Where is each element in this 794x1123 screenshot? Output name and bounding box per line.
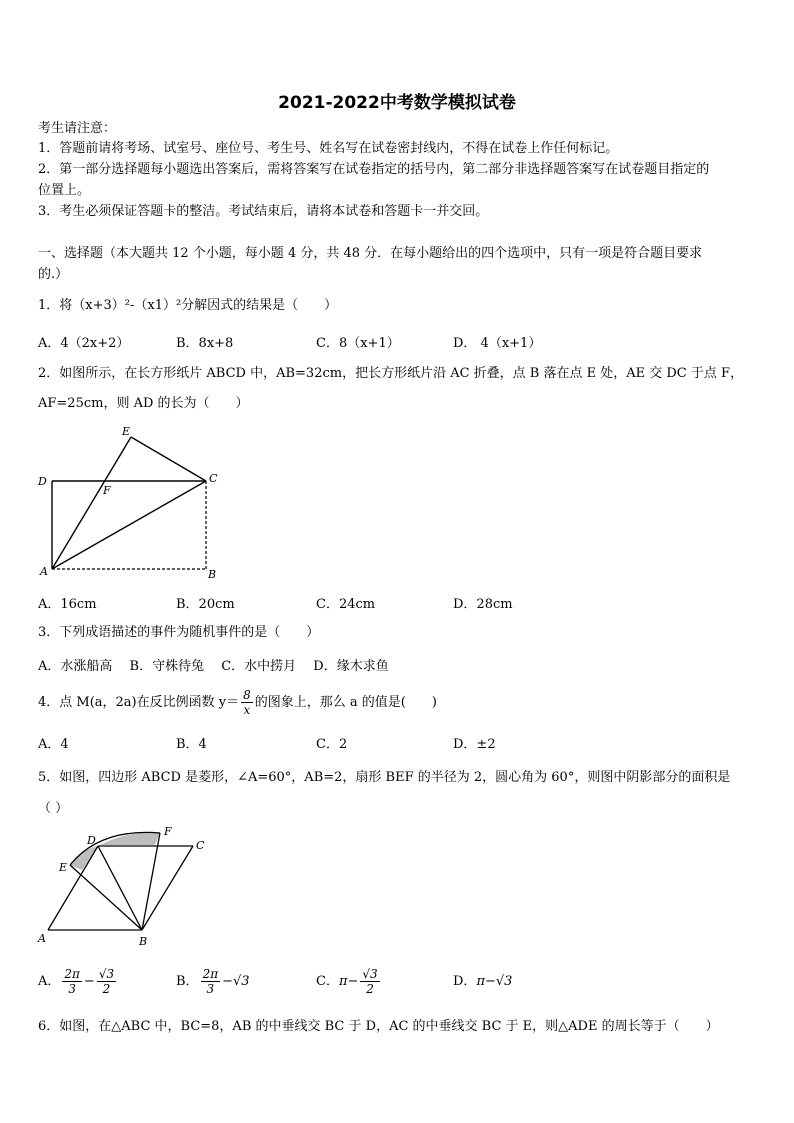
- q5-a-frac-1: [62, 967, 82, 996]
- q5-c-minus: −: [347, 974, 359, 989]
- q5-a-frac-1-num: 2π: [64, 967, 80, 981]
- q5-b-frac-den: 3: [206, 982, 215, 996]
- q5-edge-bd: [98, 846, 142, 930]
- q5-a-frac-2: [97, 967, 116, 996]
- q6-stem: 6．如图，在△ABC 中，BC=8，AB 的中垂线交 BC 于 D，AC 的中垂线交 BC 于 E，则△ADE 的周长等于（ ）: [38, 1019, 719, 1034]
- q2-option-c: C．24cm: [316, 597, 376, 612]
- q2-label-e: E: [122, 425, 131, 438]
- q5-edge-be: [70, 865, 142, 930]
- q5-b-sqrt3: √3: [233, 974, 250, 989]
- q5-a-frac-2-num: √3: [98, 967, 115, 981]
- q4-fraction-num: 8: [243, 688, 251, 702]
- q5-c-frac: [360, 967, 379, 996]
- q5-option-d-prefix: D．: [453, 974, 477, 989]
- q5-d-sqrt3: √3: [495, 974, 513, 989]
- q2-stem-line-2: AF=25cm，则 AD 的长为（ ）: [38, 396, 249, 411]
- q5-label-a: A: [38, 932, 46, 945]
- q4-option-d: D．±2: [453, 737, 496, 752]
- section-heading-line-1: 一、选择题（本大题共 12 个小题，每小题 4 分，共 48 分．在每小题给出的四个选项中，只有一项是符合题目要求: [38, 246, 703, 261]
- q2-option-a: A．16cm: [38, 597, 97, 612]
- q4-stem-post: 的图象上，那么 a 的值是( ): [254, 695, 437, 710]
- q5-label-d: D: [87, 834, 96, 847]
- q4-option-b: B．4: [176, 737, 207, 752]
- q5-label-b: B: [139, 935, 148, 948]
- q3-stem: 3．下列成语描述的事件为随机事件的是（ ）: [38, 625, 320, 640]
- q5-shade-left: [70, 846, 98, 870]
- q3-options: A．水涨船高 B．守株待兔 C．水中捞月 D．缘木求鱼: [38, 659, 389, 674]
- q4-stem-pre: 4．点 M(a，2a)在反比例函数 y＝: [38, 695, 240, 710]
- q2-label-a: A: [40, 565, 48, 578]
- q5-d-pi: π: [476, 974, 485, 989]
- section-heading-line-2: 的.）: [38, 267, 69, 282]
- q2-label-f: F: [103, 484, 111, 497]
- q5-label-f: F: [164, 825, 172, 838]
- q1-option-c: C．8（x+1）: [316, 336, 400, 351]
- q1-option-d: D． 4（x+1）: [453, 336, 542, 351]
- q5-label-c: C: [196, 839, 205, 852]
- q5-b-minus: −: [222, 974, 233, 989]
- q1-option-a: A．4（2x+2）: [38, 336, 130, 351]
- q5-a-minus: −: [83, 974, 95, 989]
- notice-heading: 考生请注意：: [38, 121, 117, 136]
- notice-line-2: 2．第一部分选择题每小题选出答案后，需将答案写在试卷指定的括号内，第二部分非选择题答案写在试卷题目指定的: [38, 162, 710, 177]
- q4-option-a: A．4: [38, 737, 69, 752]
- q2-stem-line-1: 2．如图所示，在长方形纸片 ABCD 中，AB=32cm，把长方形纸片沿 AC 折叠，点 B 落在点 E 处，AE 交 DC 于点 F，: [38, 366, 744, 381]
- q2-label-d: D: [38, 475, 47, 488]
- q5-option-c-prefix: C．: [316, 974, 339, 989]
- q2-option-b: B．20cm: [176, 597, 235, 612]
- q5-stem-line-2: （ ）: [38, 801, 69, 816]
- notice-line-3: 位置上。: [38, 183, 91, 198]
- q1-stem: 1．将（x+3）²-（x1）²分解因式的结果是（ ）: [38, 298, 338, 313]
- q4-option-c: C．2: [316, 737, 348, 752]
- q5-d-minus: −: [484, 974, 496, 989]
- q5-option-b-prefix: B．: [176, 974, 199, 989]
- q2-option-d: D．28cm: [453, 597, 513, 612]
- q5-label-e: E: [59, 861, 68, 874]
- q5-c-pi: π: [338, 974, 348, 989]
- q5-c-frac-num: √3: [362, 967, 378, 981]
- q5-option-a-prefix: A．: [38, 974, 61, 989]
- q5-b-frac-num: 2π: [202, 967, 219, 981]
- notice-line-4: 3．考生必须保证答题卡的整洁。考试结束后，请将本试卷和答题卡一并交回。: [38, 204, 489, 219]
- q2-label-c: C: [209, 472, 218, 485]
- q5-option-c: [316, 962, 382, 1002]
- notice-line-1: 1．答题前请将考场、试室号、座位号、考生号、姓名写在试卷密封线内，不得在试卷上作任何标记。: [38, 141, 619, 156]
- q5-a-frac-2-den: 2: [102, 982, 111, 996]
- q2-label-b: B: [208, 568, 217, 581]
- q5-edge-ad: [48, 846, 98, 930]
- q5-option-b: [176, 962, 250, 1002]
- q5-stem-line-1: 5．如图，四边形 ABCD 是菱形，∠A=60°，AB=2，扇形 BEF 的半径为 2，圆心角为 60°，则图中阴影部分的面积是: [38, 770, 731, 785]
- q5-option-d: [453, 962, 512, 1002]
- q5-option-a: [38, 962, 118, 1002]
- q5-b-frac: [201, 967, 221, 996]
- q4-fraction-den: x: [243, 703, 251, 717]
- page-title: 2021-2022中考数学模拟试卷: [278, 93, 516, 113]
- q5-shade-top: [100, 833, 160, 846]
- q5-c-frac-den: 2: [366, 982, 374, 996]
- q5-a-frac-1-den: 3: [68, 982, 76, 996]
- q1-option-b: B．8x+8: [176, 336, 234, 351]
